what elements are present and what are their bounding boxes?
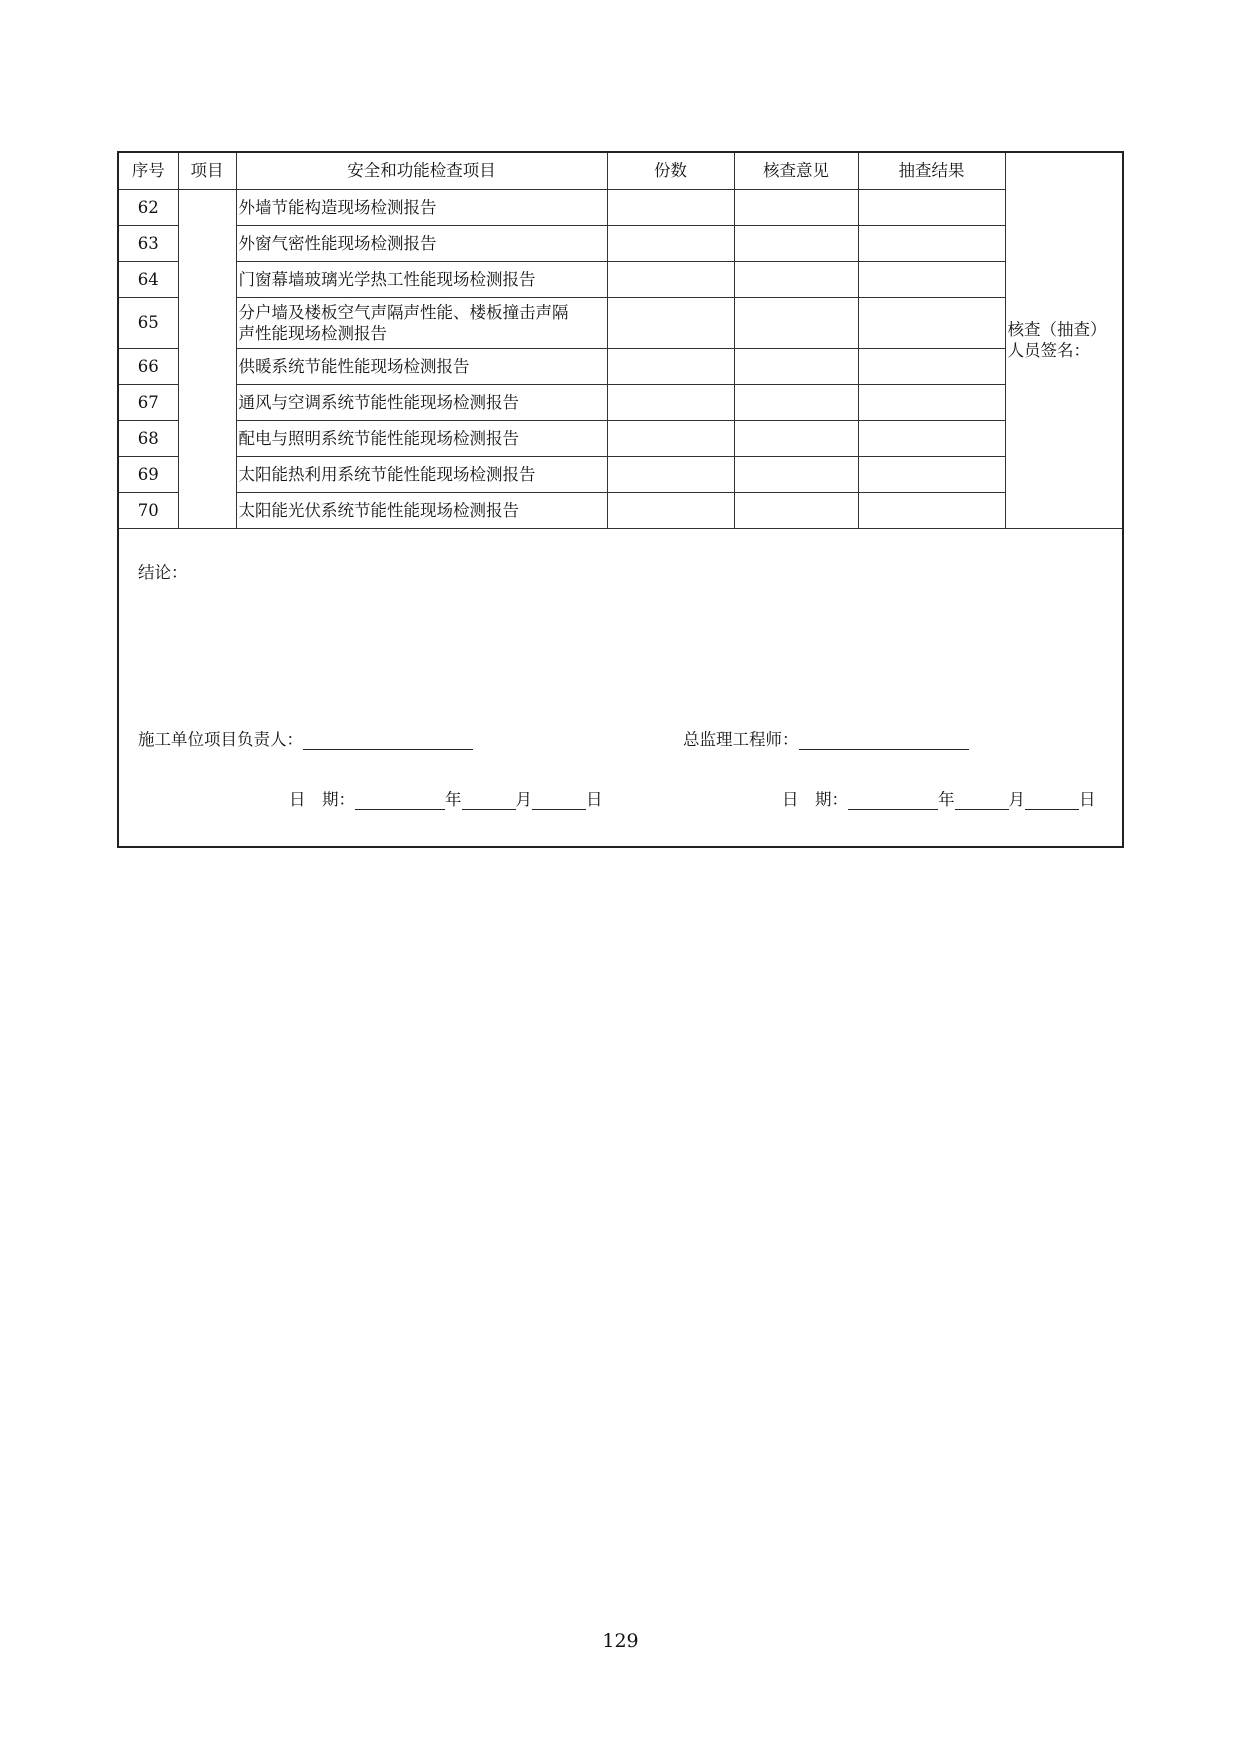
row-item: 通风与空调系统节能性能现场检测报告 [236, 384, 607, 420]
month-field[interactable] [462, 791, 516, 810]
month-label: 月 [515, 790, 532, 809]
copies-cell[interactable] [607, 189, 734, 225]
row-item: 太阳能光伏系统节能性能现场检测报告 [236, 492, 607, 528]
review-cell[interactable] [734, 225, 858, 261]
review-cell[interactable] [734, 261, 858, 297]
year-field[interactable] [355, 791, 445, 810]
day-label: 日 [586, 790, 603, 809]
result-cell[interactable] [858, 261, 1005, 297]
table-row [119, 261, 1122, 297]
header-row [119, 153, 1122, 189]
row-num: 70 [119, 492, 178, 528]
review-cell[interactable] [734, 297, 858, 348]
table-row [119, 297, 1122, 348]
copies-cell[interactable] [607, 225, 734, 261]
supervisor-label: 总监理工程师： [683, 730, 799, 749]
review-cell[interactable] [734, 456, 858, 492]
page-number: 129 [602, 1630, 639, 1652]
table-row [119, 189, 1122, 225]
row-item [236, 297, 607, 348]
row-num: 67 [119, 384, 178, 420]
result-cell[interactable] [858, 225, 1005, 261]
row-item: 外窗气密性能现场检测报告 [236, 225, 607, 261]
supervisor-sign-field[interactable] [799, 731, 969, 750]
table-row [119, 348, 1122, 384]
day-field[interactable] [532, 791, 586, 810]
row-item: 太阳能热利用系统节能性能现场检测报告 [236, 456, 607, 492]
year-label: 年 [445, 790, 462, 809]
row-num: 66 [119, 348, 178, 384]
copies-cell[interactable] [607, 492, 734, 528]
table-row [119, 456, 1122, 492]
table-row [119, 492, 1122, 528]
copies-cell[interactable] [607, 348, 734, 384]
copies-cell[interactable] [607, 261, 734, 297]
row-item-line1: 分户墙及楼板空气声隔声性能、楼板撞击声隔 [238, 302, 569, 322]
header-copies: 份数 [607, 153, 734, 189]
header-check-item: 安全和功能检查项目 [236, 153, 607, 189]
header-spot-check-result: 抽查结果 [858, 153, 1005, 189]
table-row [119, 225, 1122, 261]
result-cell[interactable] [858, 384, 1005, 420]
year-label: 年 [938, 790, 955, 809]
date-label: 日 期： [782, 790, 848, 809]
contractor-signature [138, 726, 473, 750]
copies-cell[interactable] [607, 420, 734, 456]
row-item: 门窗幕墙玻璃光学热工性能现场检测报告 [236, 261, 607, 297]
day-label: 日 [1079, 790, 1096, 809]
result-cell[interactable] [858, 420, 1005, 456]
conclusion-section [119, 532, 1122, 846]
row-num: 65 [119, 297, 178, 348]
contractor-date [289, 786, 603, 810]
inspection-form [117, 151, 1124, 848]
row-item: 配电与照明系统节能性能现场检测报告 [236, 420, 607, 456]
conclusion-label: 结论： [138, 563, 188, 582]
result-cell[interactable] [858, 297, 1005, 348]
copies-cell[interactable] [607, 297, 734, 348]
signature-line2: 人员签名： [1007, 341, 1090, 361]
month-label: 月 [1008, 790, 1025, 809]
contractor-label: 施工单位项目负责人： [138, 730, 303, 749]
supervisor-signature [683, 726, 969, 750]
row-num: 68 [119, 420, 178, 456]
signature-line1: 核查（抽查） [1007, 320, 1107, 340]
signature-cell [1005, 153, 1122, 528]
supervisor-date [782, 786, 1096, 810]
header-project: 项目 [178, 153, 236, 189]
inspection-table [119, 153, 1122, 529]
contractor-sign-field[interactable] [303, 731, 473, 750]
result-cell[interactable] [858, 189, 1005, 225]
review-cell[interactable] [734, 420, 858, 456]
header-num: 序号 [119, 153, 178, 189]
review-cell[interactable] [734, 189, 858, 225]
result-cell[interactable] [858, 456, 1005, 492]
result-cell[interactable] [858, 348, 1005, 384]
project-merged-cell [178, 189, 236, 528]
table-row [119, 420, 1122, 456]
result-cell[interactable] [858, 492, 1005, 528]
row-num: 64 [119, 261, 178, 297]
review-cell[interactable] [734, 492, 858, 528]
review-cell[interactable] [734, 348, 858, 384]
row-item-line2: 声性能现场检测报告 [238, 323, 387, 343]
review-cell[interactable] [734, 384, 858, 420]
date-label: 日 期： [289, 790, 355, 809]
month-field[interactable] [955, 791, 1009, 810]
year-field[interactable] [848, 791, 938, 810]
row-num: 69 [119, 456, 178, 492]
day-field[interactable] [1025, 791, 1079, 810]
row-num: 62 [119, 189, 178, 225]
copies-cell[interactable] [607, 384, 734, 420]
copies-cell[interactable] [607, 456, 734, 492]
table-row [119, 384, 1122, 420]
row-item: 外墙节能构造现场检测报告 [236, 189, 607, 225]
header-review-opinion: 核查意见 [734, 153, 858, 189]
row-num: 63 [119, 225, 178, 261]
row-item: 供暖系统节能性能现场检测报告 [236, 348, 607, 384]
